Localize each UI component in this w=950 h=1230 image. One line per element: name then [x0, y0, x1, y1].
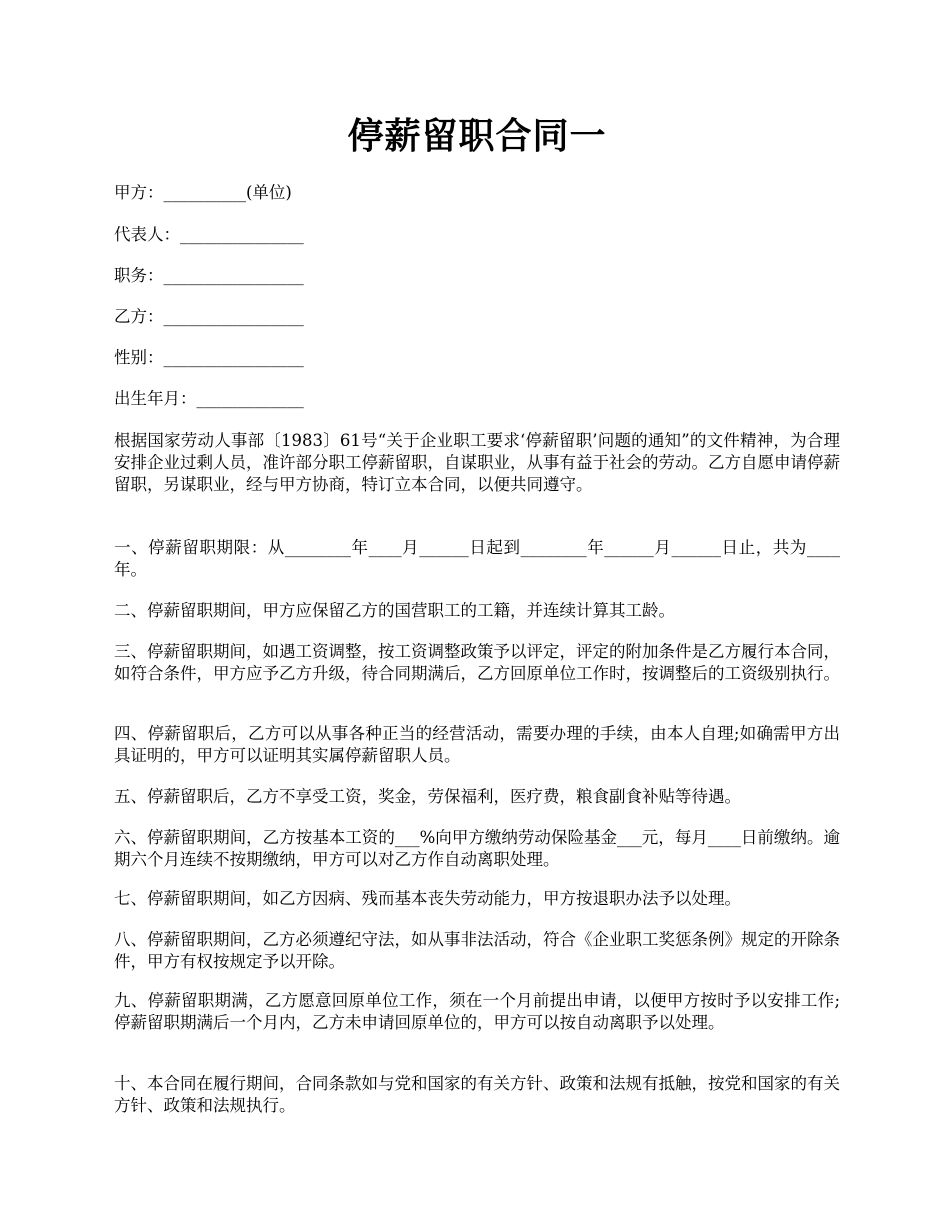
field-party-a: 甲方：__________(单位): [114, 183, 292, 202]
clause-3: 三、停薪留职期间，如遇工资调整，按工资调整政策予以评定，评定的附加条件是乙方履行本合同，如符合条件，甲方应予乙方升级，待合同期满后，乙方回原单位工作时，按调整后的工资级别执行。: [114, 642, 840, 683]
field-birth-date: 出生年月：_____________: [114, 389, 304, 408]
field-gender: 性别：_________________: [114, 348, 304, 367]
field-party-b: 乙方：_________________: [114, 307, 304, 326]
clause-2: 二、停薪留职期间，甲方应保留乙方的国营职工的工籍，并连续计算其工龄。: [114, 601, 675, 620]
clause-7: 七、停薪留职期间，如乙方因病、残而基本丧失劳动能力，甲方按退职办法予以处理。: [114, 889, 741, 908]
clause-6: 六、停薪留职期间，乙方按基本工资的___%向甲方缴纳劳动保险基金___元，每月____日前缴纳。逾期六个月连续不按期缴纳，甲方可以对乙方作自动离职处理。: [114, 828, 840, 869]
clause-5: 五、停薪留职后，乙方不享受工资，奖金，劳保福利，医疗费，粮食副食补贴等待遇。: [114, 787, 741, 806]
clause-9: 九、停薪留职期满，乙方愿意回原单位工作，须在一个月前提出申请，以便甲方按时予以安排工作;停薪留职期满后一个月内，乙方未申请回原单位的，甲方可以按自动离职予以处理。: [114, 991, 840, 1032]
clause-8: 八、停薪留职期间，乙方必须遵纪守法，如从事非法活动，符合《企业职工奖惩条例》规定的开除条件，甲方有权按规定予以开除。: [114, 930, 840, 971]
document-title: 停薪留职合同一: [347, 115, 607, 157]
field-position: 职务：_________________: [114, 266, 304, 285]
field-representative: 代表人：_______________: [114, 225, 304, 244]
clause-1: 一、停薪留职期限：从________年____月______日起到________年______月______日止，共为____年。: [114, 538, 840, 579]
clause-4: 四、停薪留职后，乙方可以从事各种正当的经营活动，需要办理的手续，由本人自理;如确需甲方出具证明的，甲方可以证明其实属停薪留职人员。: [114, 724, 840, 765]
clause-10: 十、本合同在履行期间，合同条款如与党和国家的有关方针、政策和法规有抵触，按党和国家的有关方针、政策和法规执行。: [114, 1074, 840, 1115]
preamble-paragraph: 根据国家劳动人事部〔1983〕61号“关于企业职工要求‘停薪留职’问题的通知”的文件精神，为合理安排企业过剩人员，准许部分职工停薪留职，自谋职业，从事有益于社会的劳动。乙方自愿申请停薪留职，另谋职业，经与甲方协商，特订立本合同，以便共同遵守。: [114, 431, 840, 494]
